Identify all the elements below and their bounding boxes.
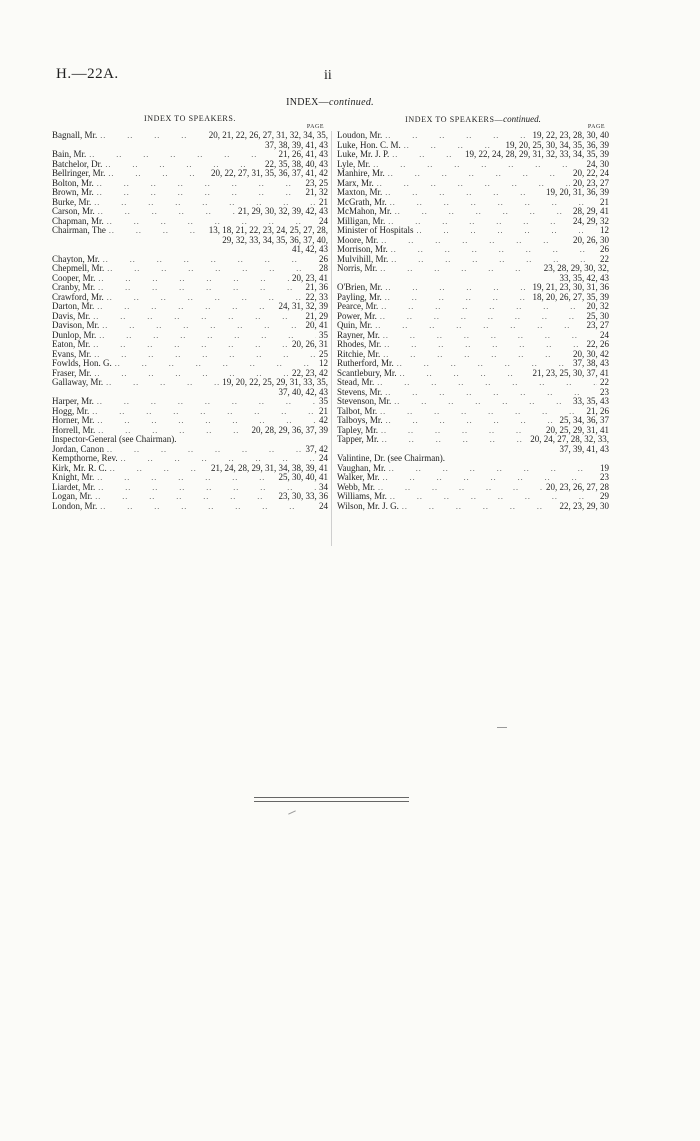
- speaker-name: Minister of Hospitals: [337, 225, 414, 235]
- dot-leader: [94, 350, 316, 360]
- speaker-name: London, Mr.: [52, 500, 98, 511]
- speaker-entry: [52, 359, 328, 369]
- speaker-name: Stead, Mr.: [337, 377, 375, 387]
- dot-leader: [377, 378, 597, 388]
- dot-leader: [97, 188, 303, 198]
- dot-leader: [98, 274, 289, 284]
- speaker-name: Power, Mr.: [337, 310, 377, 321]
- page-refs: 20, 22, 24: [573, 168, 609, 178]
- speaker-name: Davis, Mr.: [52, 310, 91, 321]
- left-column-heading: INDEX TO SPEAKERS.: [143, 114, 237, 123]
- speaker-pages: [530, 369, 610, 379]
- page-refs: 19: [600, 462, 609, 473]
- speaker-name: Evans, Mr.: [52, 348, 92, 359]
- page-refs: 23, 30, 33, 36: [278, 491, 328, 501]
- page-refs: 22, 33: [305, 291, 328, 302]
- speaker-entry: [337, 264, 609, 283]
- dot-leader: [102, 321, 302, 331]
- dot-leader: [392, 150, 462, 160]
- speaker-name: Norris, Mr.: [337, 263, 378, 273]
- dot-leader: [107, 293, 303, 303]
- dot-leader: [385, 388, 597, 398]
- page-refs: 22: [600, 253, 609, 264]
- speaker-name: Carson, Mr.: [52, 206, 95, 216]
- page-refs: 21, 36: [305, 282, 328, 292]
- dot-leader: [97, 473, 275, 483]
- page-refs: 20, 23, 41: [292, 272, 328, 283]
- page-refs: 24, 29, 32: [573, 215, 609, 226]
- dot-leader: [381, 426, 543, 436]
- page-refs: 21: [600, 196, 609, 207]
- dot-leader: [95, 492, 275, 502]
- speaker-name: Darton, Mr.: [52, 301, 95, 311]
- speaker-name: Fowlds, Hon. G.: [52, 358, 112, 368]
- speaker-name: Chepmell, Mr.: [52, 263, 105, 273]
- page-refs: 19, 22, 24, 28, 29, 31, 32, 33, 34, 35, 39: [465, 149, 609, 159]
- speaker-entry: [52, 331, 328, 341]
- page-refs: 37, 39, 41, 43: [559, 443, 609, 454]
- page-refs: 13, 18, 21, 22, 23, 24, 25, 27, 28,: [208, 225, 328, 235]
- speaker-name: Luke, Hon. C. M.: [337, 139, 401, 150]
- dot-leader: [395, 207, 570, 217]
- page-refs: 20, 26, 31: [292, 339, 328, 349]
- page-refs: 25: [319, 348, 328, 359]
- page-refs: 20, 23, 26, 27, 28: [546, 481, 609, 492]
- speaker-name: Bagnall, Mr.: [52, 130, 98, 140]
- page-refs: 20, 30, 42: [573, 348, 609, 359]
- speaker-pages: [219, 378, 328, 397]
- left-page-label: PAGE: [306, 124, 324, 130]
- dot-leader: [385, 283, 529, 293]
- page-refs: 22, 26: [586, 339, 609, 349]
- dot-leader: [97, 179, 303, 189]
- speaker-name: Webb, Mr.: [337, 481, 376, 492]
- speaker-entry: [52, 302, 328, 312]
- speaker-name: Eaton, Mr.: [52, 339, 91, 349]
- speaker-name: Talbot, Mr.: [337, 405, 378, 416]
- speaker-name: Bain, Mr.: [52, 149, 87, 159]
- page-refs: 24: [319, 215, 328, 226]
- speaker-entry: [337, 150, 609, 160]
- dot-leader: [93, 340, 289, 350]
- page-refs: 22, 23, 29, 30: [559, 500, 609, 511]
- speaker-name: Wilson, Mr. J. G.: [337, 500, 399, 511]
- speaker-entry: [337, 502, 609, 512]
- speaker-name: Luke, Mr. J. P.: [337, 149, 390, 159]
- speaker-name: Kirk, Mr. R. C.: [52, 462, 107, 473]
- speaker-name: Crawford, Mr.: [52, 291, 104, 302]
- page-refs: 19, 20, 22, 25, 29, 31, 33, 35,: [222, 377, 328, 387]
- page-refs: 12: [600, 225, 609, 235]
- page-refs: 24: [319, 500, 328, 511]
- dot-leader: [97, 397, 316, 407]
- speaker-name: Chayton, Mr.: [52, 253, 100, 264]
- closing-rule-bottom: [254, 801, 409, 802]
- speaker-entry: [337, 397, 609, 407]
- speaker-name: Payling, Mr.: [337, 291, 382, 302]
- page-refs: 42: [319, 415, 328, 425]
- page-refs: 37, 38, 43: [573, 358, 609, 368]
- page-refs: 23, 25: [305, 177, 328, 188]
- dot-leader: [385, 293, 530, 303]
- speaker-entry: [52, 188, 328, 198]
- speaker-name: Dunlop, Mr.: [52, 329, 97, 340]
- page-refs: 19, 22, 23, 28, 30, 40: [532, 130, 609, 140]
- page-refs: 21, 24, 28, 29, 31, 34, 38, 39, 41: [211, 462, 328, 473]
- dot-leader: [388, 169, 570, 179]
- dot-leader: [380, 407, 583, 417]
- page-refs: 22, 23, 42: [292, 367, 328, 378]
- speaker-name: Logan, Mr.: [52, 491, 93, 501]
- page-refs: 20, 24, 27, 28, 32, 33,: [530, 434, 609, 444]
- dot-leader: [377, 179, 570, 189]
- dot-leader: [380, 264, 541, 274]
- speaker-name: Cranby, Mr.: [52, 282, 96, 292]
- column-divider: [331, 131, 332, 546]
- page-refs: 23, 28, 29, 30, 32,: [543, 263, 609, 273]
- page-refs: 37, 38, 39, 41, 43: [265, 139, 328, 150]
- speaker-name: Tapper, Mr.: [337, 434, 379, 444]
- speaker-name: Rayner, Mr.: [337, 329, 380, 340]
- closing-rule-top: [254, 797, 409, 798]
- speaker-name: O'Brien, Mr.: [337, 282, 383, 292]
- dot-leader: [99, 331, 316, 341]
- dot-leader: [375, 321, 583, 331]
- dot-leader: [389, 464, 597, 474]
- speaker-name: Stevens, Mr.: [337, 386, 383, 397]
- speaker-name: Scantlebury, Mr.: [337, 367, 397, 378]
- page-refs: 29, 32, 33, 34, 35, 36, 37, 40,: [222, 234, 328, 245]
- speaker-name: Talboys, Mr.: [337, 415, 383, 425]
- speaker-name: Knight, Mr.: [52, 472, 95, 482]
- speaker-name: Lyle, Mr.: [337, 158, 371, 169]
- dot-leader: [386, 416, 557, 426]
- ink-mark: [288, 810, 296, 814]
- dot-leader: [100, 131, 206, 141]
- speaker-entry: [52, 131, 328, 150]
- speaker-name: Bellringer, Mr.: [52, 168, 106, 178]
- page-refs: 21, 29, 30, 32, 39, 42, 43: [238, 206, 328, 216]
- page-refs: 21, 26, 41, 43: [278, 149, 328, 159]
- page-refs: 37, 40, 42, 43: [278, 386, 328, 397]
- speaker-name: Stevenson, Mr.: [337, 396, 392, 406]
- dot-leader: [107, 264, 316, 274]
- speaker-entry: [52, 340, 328, 350]
- page-refs: 20, 41: [305, 320, 328, 330]
- dot-leader: [378, 483, 543, 493]
- speaker-entry: [52, 378, 328, 397]
- speaker-entry: [337, 312, 609, 322]
- speaker-name: Ritchie, Mr.: [337, 348, 381, 359]
- speaker-pages: [541, 264, 609, 283]
- page-refs: 26: [600, 244, 609, 254]
- page-refs: 18, 20, 26, 27, 35, 39: [532, 291, 609, 302]
- speaker-name: Horner, Mr.: [52, 415, 95, 425]
- speaker-entry: [52, 397, 328, 407]
- dot-leader: [92, 407, 316, 417]
- dot-leader: [100, 502, 316, 512]
- speaker-name: Williams, Mr.: [337, 491, 387, 501]
- speaker-pages: [206, 131, 328, 150]
- page-refs: 24, 31, 32, 39: [278, 301, 328, 311]
- speaker-name: Kempthorne, Rev.: [52, 453, 118, 463]
- page-id: H.—22A.: [56, 66, 119, 82]
- dot-leader: [103, 255, 316, 265]
- page-refs: 37, 42: [305, 443, 328, 454]
- speaker-name: Rhodes, Mr.: [337, 339, 382, 349]
- page-refs: 19, 21, 23, 30, 31, 36: [532, 282, 609, 292]
- page-refs: 19, 20, 31, 36, 39: [546, 187, 609, 197]
- dot-leader: [115, 359, 316, 369]
- speaker-name: McMahon, Mr.: [337, 206, 392, 216]
- speaker-name: Vaughan, Mr.: [337, 462, 386, 473]
- page-refs: 24: [600, 329, 609, 340]
- page-refs: 22: [600, 377, 609, 387]
- page-refs: 20, 21, 22, 26, 27, 31, 32, 34, 35,: [208, 130, 328, 140]
- speaker-name: Batchelor, Dr.: [52, 158, 103, 169]
- page-refs: 34: [319, 481, 328, 492]
- page-number: ii: [324, 68, 332, 83]
- page-refs: 21, 23, 25, 30, 37, 41: [532, 367, 609, 378]
- speaker-name: Pearce, Mr.: [337, 301, 379, 311]
- page-refs: 21, 32: [305, 187, 328, 197]
- speaker-entry: [52, 502, 328, 512]
- right-speaker-list: [337, 131, 609, 511]
- speaker-name: Burke, Mr.: [52, 196, 92, 207]
- dot-leader: [380, 312, 584, 322]
- speaker-name: Hogg, Mr.: [52, 405, 90, 416]
- dot-leader: [388, 217, 570, 227]
- speaker-name: Horrell, Mr.: [52, 424, 96, 435]
- speaker-pages: [249, 426, 329, 436]
- page-refs: 25, 30, 40, 41: [278, 472, 328, 482]
- dot-leader: [417, 226, 598, 236]
- page-refs: 20, 32: [586, 301, 609, 311]
- speaker-entry: [52, 226, 328, 255]
- dot-leader: [89, 150, 275, 160]
- page-refs: 33, 35, 43: [573, 396, 609, 406]
- speaker-pages: [206, 226, 328, 255]
- speaker-name: Tapley, Mr.: [337, 424, 379, 435]
- index-title: [0, 97, 660, 108]
- dot-leader: [98, 283, 302, 293]
- dot-leader: [385, 188, 543, 198]
- speaker-name: Moore, Mr.: [337, 234, 379, 245]
- page-refs: 25, 34, 36, 37: [559, 415, 609, 425]
- dot-leader: [93, 312, 302, 322]
- speaker-name: Davison, Mr.: [52, 320, 100, 330]
- speaker-name: Mulvihill, Mr.: [337, 253, 389, 264]
- page-refs: 35: [319, 329, 328, 340]
- dot-leader: [98, 207, 235, 217]
- right-heading-continued: continued.: [503, 114, 541, 124]
- speaker-name: Valintine, Dr. (see Chairman).: [337, 453, 445, 463]
- speaker-name: Maxton, Mr.: [337, 187, 383, 197]
- page-refs: 23: [600, 472, 609, 482]
- speaker-name: Liardet, Mr.: [52, 481, 96, 492]
- dot-leader: [390, 198, 597, 208]
- page-refs: 24: [319, 453, 328, 463]
- speaker-name: Brown, Mr.: [52, 187, 94, 197]
- speaker-name: Chairman, The: [52, 225, 106, 235]
- dot-leader: [394, 397, 570, 407]
- speaker-entry: [337, 369, 609, 379]
- page-refs: 33, 35, 42, 43: [559, 272, 609, 283]
- page-refs: 26: [319, 253, 328, 264]
- dot-leader: [381, 302, 583, 312]
- speaker-pages: [557, 502, 610, 512]
- speaker-name: Rutherford, Mr.: [337, 358, 394, 368]
- page-refs: 35: [319, 396, 328, 406]
- page-refs: 20, 22, 27, 31, 35, 36, 37, 41, 42: [211, 168, 328, 178]
- speaker-entry: [337, 169, 609, 179]
- page-refs: 21: [319, 405, 328, 416]
- page-refs: 20, 25, 29, 31, 41: [546, 424, 609, 435]
- speaker-name: Walker, Mr.: [337, 472, 380, 482]
- dot-leader: [106, 378, 219, 388]
- index-title-text: INDEX—: [286, 97, 329, 108]
- speaker-name: McGrath, Mr.: [337, 196, 387, 207]
- dot-leader: [384, 340, 583, 350]
- speaker-pages: [527, 435, 609, 454]
- speaker-entry: [337, 302, 609, 312]
- speaker-name: Marx, Mr.: [337, 177, 374, 188]
- page-refs: 25, 30: [586, 310, 609, 321]
- page-refs: 21, 26: [586, 405, 609, 416]
- dot-leader: [400, 369, 530, 379]
- speaker-name: Jordan, Canon: [52, 443, 104, 454]
- speaker-name: Loudon, Mr.: [337, 130, 383, 140]
- page-refs: 12: [319, 358, 328, 368]
- speaker-name: Cooper, Mr.: [52, 272, 96, 283]
- right-column-heading: [337, 114, 609, 124]
- page-refs: 41, 42, 43: [292, 244, 328, 254]
- speaker-name: Quin, Mr.: [337, 320, 373, 330]
- dot-leader: [110, 464, 208, 474]
- page-refs: 20, 23, 27: [573, 177, 609, 188]
- dot-leader: [107, 445, 303, 455]
- page-refs: 23, 27: [586, 320, 609, 330]
- speaker-name: Bolton, Mr.: [52, 177, 94, 188]
- index-title-continued: continued.: [328, 97, 374, 108]
- page-refs: 23: [600, 386, 609, 397]
- dot-leader: [382, 435, 528, 445]
- dot-leader: [391, 245, 597, 255]
- speaker-entry: [337, 435, 609, 454]
- speaker-name: Milligan, Mr.: [337, 215, 386, 226]
- dot-leader: [108, 169, 208, 179]
- page-refs: 22, 35, 38, 40, 43: [265, 158, 328, 169]
- dot-leader: [109, 226, 206, 236]
- dot-leader: [402, 502, 557, 512]
- dot-leader: [381, 236, 570, 246]
- speaker-name: Gallaway, Mr.: [52, 377, 104, 387]
- speaker-name: Morrison, Mr.: [337, 244, 388, 254]
- page-refs: 21: [319, 196, 328, 207]
- page-refs: 24, 30: [586, 158, 609, 169]
- dot-leader: [383, 331, 597, 341]
- dot-leader: [383, 350, 570, 360]
- speaker-name: Fraser, Mr.: [52, 367, 92, 378]
- ink-mark: [497, 727, 507, 728]
- dot-leader: [373, 160, 583, 170]
- speaker-pages: [316, 502, 328, 512]
- speaker-pages: [235, 207, 328, 217]
- dot-leader: [97, 302, 275, 312]
- page-refs: 21, 29: [305, 310, 328, 321]
- speaker-name: Chapman, Mr.: [52, 215, 104, 226]
- speaker-name: Harper, Mr.: [52, 396, 94, 406]
- page-refs: 19, 20, 25, 30, 34, 35, 36, 39: [505, 139, 609, 150]
- speaker-name: Manhire, Mr.: [337, 168, 385, 178]
- page-refs: 28: [319, 263, 328, 273]
- left-speaker-list: [52, 131, 328, 511]
- page-refs: 28, 29, 41: [573, 206, 609, 216]
- right-heading-text: INDEX TO SPEAKERS—: [405, 115, 504, 124]
- page-refs: 20, 26, 30: [573, 234, 609, 245]
- page-refs: 20, 28, 29, 36, 37, 39: [251, 424, 328, 435]
- right-page-label: PAGE: [587, 124, 605, 130]
- speaker-name: Inspector-General (see Chairman).: [52, 434, 177, 444]
- page-refs: 29: [600, 491, 609, 501]
